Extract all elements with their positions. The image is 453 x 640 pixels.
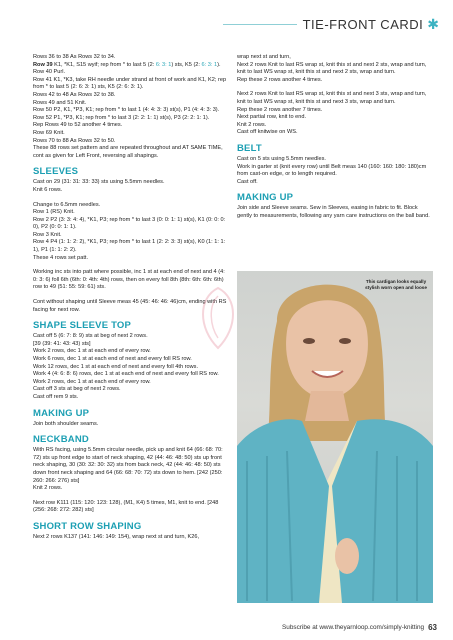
pattern-row: Change to 6.5mm needles. (33, 201, 101, 208)
photo-caption: This cardigan looks equally stylish worn open and loose (365, 279, 427, 290)
pattern-row: Work 6 rows, dec 1 st at each end of next and every foll RS row. (33, 356, 192, 362)
size-values: 6: 3: 1 (201, 61, 218, 68)
pattern-row: Working inc sts into patt where possible, inc 1 st at each end of next and 4 (4: 0: 3: 6) foll 6th (6th: 0: 4th: 4th) rows, then on every foll 8th (8th: 6th: 6th: 6th) row to 49 (51: 55: 59: 61) sts. (33, 269, 225, 291)
pattern-row: Work 4 (4: 6: 8: 6) rows, dec 1 st at each end of next and every foll RS row. (33, 371, 219, 378)
model-photo (237, 271, 433, 603)
pattern-row: Cont without shaping until Sleeve meas 45 (45: 46: 46: 46)cm, ending with RS facing for next row. (33, 299, 227, 313)
pattern-row: Rows 36 to 38 As Rows 32 to 34. (33, 54, 116, 60)
section-heading-making-up: MAKING UP (33, 407, 90, 419)
pattern-row: Row 69 Knit. (33, 129, 65, 136)
right-column (237, 54, 433, 221)
pattern-row: Cast off 5 (6: 7: 8: 9) sts at beg of next 2 rows. (33, 333, 148, 340)
pattern-row: Rep these 2 rows another 7 times. (237, 106, 323, 113)
header-rule (223, 24, 297, 25)
model-illustration (237, 271, 433, 603)
pattern-row: Join both shoulder seams. (33, 420, 99, 427)
pattern-row: Row 1 (RS) Knit. (33, 209, 75, 216)
pattern-row: Row 40 Purl. (33, 69, 66, 76)
pattern-row: These 88 rows set pattern and are repeated throughout and AT SAME TIME, cont as given for Left Front, reversing all shapings. (33, 145, 223, 159)
running-header (223, 14, 453, 34)
section-heading-shape-sleeve-top: SHAPE SLEEVE TOP (33, 320, 132, 332)
page-header-title: TIE-FRONT CARDI (302, 16, 424, 32)
pattern-row: Next 2 rows K137 (141: 146: 149: 154), wrap next st and turn, K26, (33, 533, 200, 540)
size-values: 6: 3: 1 (155, 61, 172, 68)
page-number: 63 (428, 623, 437, 632)
asterisk-icon: ✱ (427, 15, 439, 32)
subscribe-link[interactable]: Subscribe at www.theyarnloop.com/simply-knitting (282, 624, 425, 631)
pattern-row: Join side and Sleeve seams. Sew in Sleeves, easing in fabric to fit. Block gently to measurements, following any yarn care instructions on the ball band. (237, 205, 430, 219)
pattern-row: Cast off knitwise on WS. (237, 129, 298, 136)
section-heading-making-up: MAKING UP (237, 192, 294, 204)
pattern-row: These 4 rows set patt. (33, 254, 89, 261)
pattern-row: Row 3 Knit. (33, 231, 62, 238)
pattern-row: Cast on 29 (31: 31: 33: 33) sts using 5.5mm needles. (33, 179, 165, 186)
pattern-row: Rows 49 and 51 Knit. (33, 99, 87, 106)
pattern-text: ) sts, K5 (2: (171, 61, 202, 68)
pattern-row: Row 50 P2, K1, *P3, K1; rep from * to last 1 (4: 4: 3: 3) st(s), P1 (4: 4: 3: 3). (33, 107, 220, 114)
pattern-row: Rows 70 to 88 As Rows 32 to 50. (33, 137, 116, 144)
pattern-row: Work in garter st (knit every row) until Belt meas 140 (160: 160: 180: 180)cm from cast-on edge, or to length required. (237, 163, 427, 178)
pattern-row: Next 2 rows Knit to last RS wrap st, knit this st and next 2 sts, wrap and turn, knit to last WS wrap st, knit this st and next 2 sts, wrap and turn. (237, 61, 427, 76)
pattern-row: Next row K111 (115: 120: 123: 128), (M1, K4) 5 times, M1, knit to end. [248 (256: 268: 272: 282) sts] (33, 499, 219, 514)
pattern-row: Cast off rem 9 sts. (33, 393, 79, 400)
pattern-row: wrap next st and turn, (237, 54, 291, 60)
pattern-row: [39 (39: 41: 43: 43) sts] (33, 340, 91, 347)
pattern-row: Work 2 rows, dec 1 st at each end of every row. (33, 378, 151, 385)
pattern-row: Cast off. (237, 178, 258, 185)
pattern-row: Work 2 rows, dec 1 st at each end of every row. (33, 348, 151, 355)
pattern-row: Cast on 5 sts using 5.5mm needles. (237, 155, 326, 162)
pattern-row: Rep Rows 49 to 52 another 4 times. (33, 122, 123, 129)
section-heading-neckband: NECKBAND (33, 434, 89, 446)
pattern-row: Rows 42 to 48 As Rows 32 to 38. (33, 91, 116, 98)
pattern-row: Row 52 P1, *P3, K1; rep from * to last 3 (2: 2: 1: 1) st(s), P3 (2: 2: 1: 1). (33, 114, 210, 121)
section-heading-belt: BELT (237, 142, 262, 154)
pattern-row: Row 4 P4 (1: 1: 2: 2), *K1, P3; rep from * to last 1 (2: 2: 3: 3) st(s), K0 (1: 1: 1: 1), P1 (1: 1: 2: 2). (33, 239, 226, 254)
pattern-row: Next 2 rows Knit to last RS wrap st, knit this st and next 3 sts, wrap and turn, knit to last WS wrap st, knit this st and next 3 sts, wrap and turn. (237, 91, 427, 105)
pattern-row: Cast off 3 sts at beg of next 2 rows. (33, 386, 121, 393)
pattern-row: With RS facing, using 5.5mm circular needle, pick up and knit 64 (66: 68: 70: 72) sts up front edge to start of neck shaping, 42 (44: 46: 48: 50) sts up front neck shaping, 30 (30: 32: 30: 32) sts from back neck, 42 (44: 46: 48: 50) sts down front neck shaping and 64 (66: 68: 70: 72) sts down to hem. [242 (250: 260: 266: 276) sts] (33, 447, 223, 484)
pattern-text: K1, *K1, S15 wyif; rep from * to last 5 (2: (54, 61, 156, 68)
pattern-row: Knit 6 rows. (33, 186, 63, 193)
pattern-row: Row 41 K1, *K3, take RH needle under strand at front of work and K1, K2; rep from * to last 5 (2: 6: 3: 1) sts, K5 (2: 6: 3: 1). (33, 76, 227, 91)
page-footer (282, 623, 437, 632)
pattern-row: Knit 2 rows. (237, 121, 267, 128)
pattern-text: ). (217, 61, 221, 68)
pattern-row: Row 2 P2 (3: 3: 4: 4), *K1, P3; rep from * to last 3 (0: 0: 1: 1) st(s), K1 (0: 0: 0: 0), P2 (0: 0: 1: 1). (33, 216, 226, 231)
pattern-row: Row 39 (33, 61, 55, 68)
section-heading-short-row-shaping: SHORT ROW SHAPING (33, 520, 142, 532)
pattern-row: Work 12 rows, dec 1 st at each end of next and every foll 4th rows. (33, 363, 198, 370)
pattern-row: Next partial row, knit to end. (237, 114, 307, 121)
pattern-row: Knit 2 rows. (33, 485, 63, 492)
pattern-row: Rep these 2 rows another 4 times. (237, 76, 323, 83)
section-heading-sleeves: SLEEVES (33, 166, 79, 178)
